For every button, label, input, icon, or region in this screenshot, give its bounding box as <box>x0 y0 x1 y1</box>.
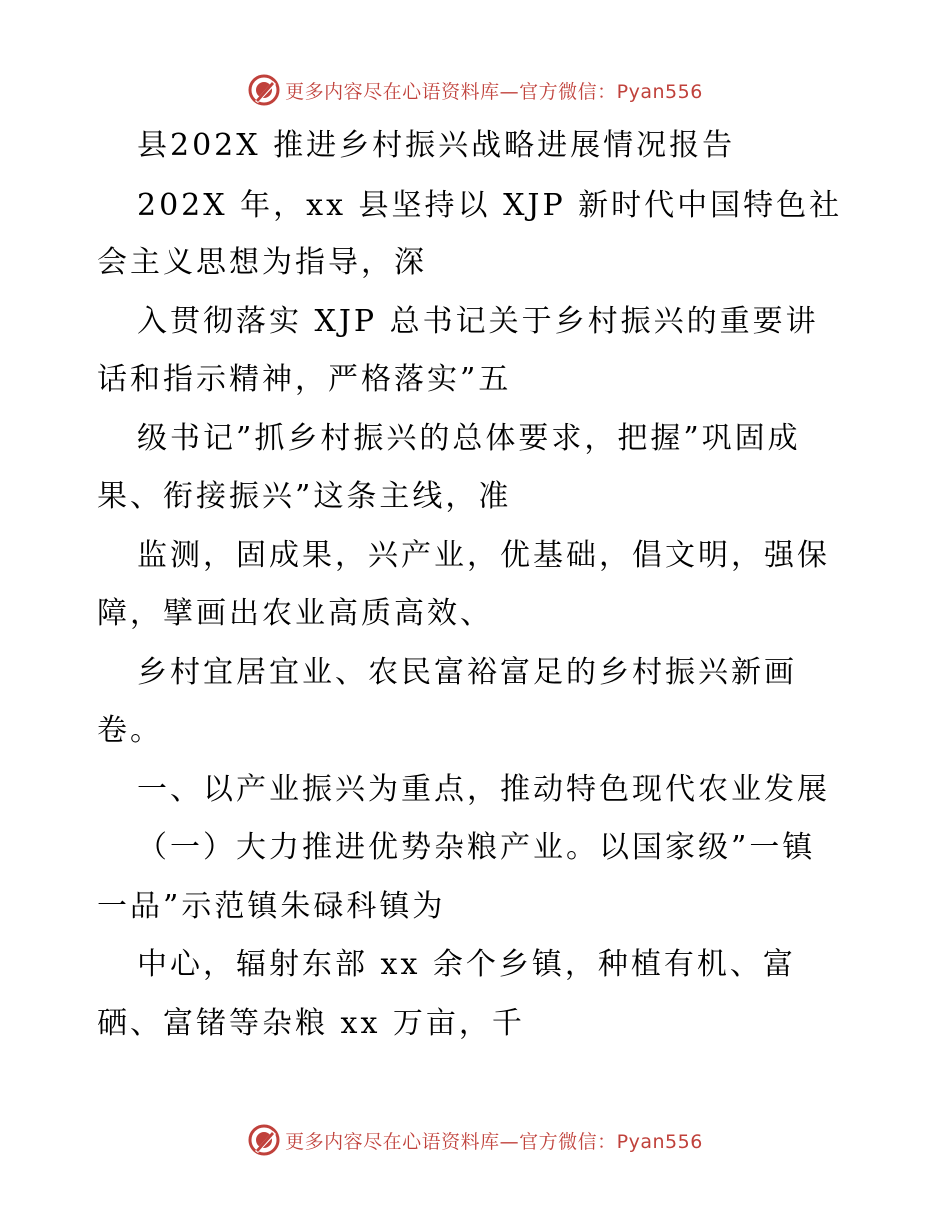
subsection-heading: （一）大力推进优势杂粮产业。以国家级”一镇 <box>137 830 816 865</box>
text-line: 卷。 <box>97 713 163 748</box>
watermark-text: 更多内容尽在心语资料库—官方微信：Pyan556 <box>285 1130 703 1153</box>
header-watermark <box>0 70 950 110</box>
text-line: 级书记”抓乡村振兴的总体要求，把握”巩固成 <box>137 421 801 456</box>
document-title: 县202X 推进乡村振兴战略进展情况报告 <box>137 128 736 163</box>
text-line: 监测，固成果，兴产业，优基础，倡文明，强保 <box>137 538 830 573</box>
section-heading: 一、以产业振兴为重点，推动特色现代农业发展 <box>137 772 830 807</box>
pen-logo-icon <box>247 1123 281 1157</box>
footer-watermark <box>0 1120 950 1160</box>
text-line: 202X 年，xx 县坚持以 XJP 新时代中国特色社 <box>137 188 843 223</box>
text-line: 乡村宜居宜业、农民富裕富足的乡村振兴新画 <box>137 655 797 690</box>
pen-logo-icon <box>247 73 281 107</box>
text-line: 会主义思想为指导，深 <box>97 245 427 280</box>
text-line: 硒、富锗等杂粮 xx 万亩，千 <box>97 1006 525 1041</box>
text-line: 果、衔接振兴”这条主线，准 <box>97 479 512 514</box>
text-line: 中心，辐射东部 xx 余个乡镇，种植有机、富 <box>137 947 796 982</box>
watermark-text: 更多内容尽在心语资料库—官方微信：Pyan556 <box>285 80 703 103</box>
text-line: 障，擘画出农业高质高效、 <box>97 596 493 631</box>
text-line: 入贯彻落实 XJP 总书记关于乡村振兴的重要讲 <box>137 304 819 339</box>
text-line: 话和指示精神，严格落实”五 <box>97 362 512 397</box>
text-line: 一品”示范镇朱碌科镇为 <box>97 889 446 924</box>
